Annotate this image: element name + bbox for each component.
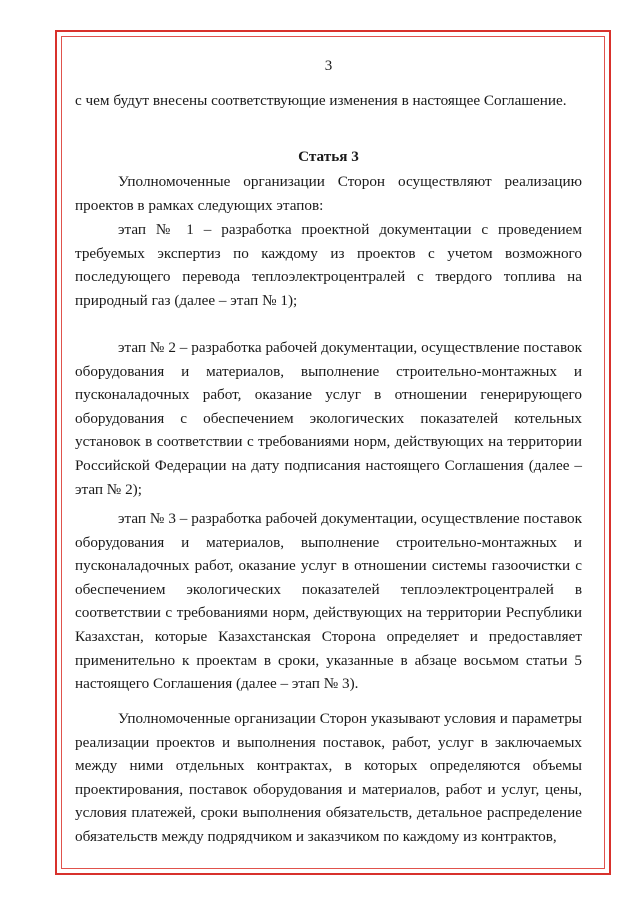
article-title: Статья 3 [298,148,359,165]
paragraph-stage-1: этап № 1 – разработка проектной документации с проведением требуемых экспертиз по каждому из проектов с учетом возможного последующего перевода теплоэлектроцентралей с твердого топлива на природный газ (далее – этап № 1); [75,221,582,309]
paragraph-intro: Уполномоченные организации Сторон осуществляют реализацию проектов в рамках следующих этапов: [75,173,582,214]
page-number: 3 [324,58,333,74]
continuation-line: с чем будут внесены соответствующие изменения в настоящее Соглашение. [75,92,567,109]
paragraph-stage-3: этап № 3 – разработка рабочей документации, осуществление поставок оборудования и материалов, выполнение строительно-монтажных и пусконаладочных работ, оказание услуг в отношении системы газоочистки с обеспечением экологических показателей теплоэлектроцентралей в соответствии с требованиями норм, действующих на территории Республики Казахстан, которые Казахстанская Сторона определяет и предоставляет применительно к проектам в сроки, указанные в абзаце восьмом статьи 5 настоящего Соглашения (далее – этап № 3). [75,510,582,693]
paragraph-contracts: Уполномоченные организации Сторон указывают условия и параметры реализации проектов и выполнения поставок, работ, услуг в заключаемых между ними отдельных контрактах, в которых определяются объемы проектирования, поставок оборудования и материалов, работ и услуг, цены, условия платежей, сроки выполнения обязательств, детальное распределение обязательств между подрядчиком и заказчиком по каждому из контрактов, [75,710,582,845]
paragraph-stage-2: этап № 2 – разработка рабочей документации, осуществление поставок оборудования и материалов, выполнение строительно-монтажных и пусконаладочных работ, оказание услуг в отношении генерирующего оборудования с обеспечением экологических показателей котельных установок в соответствии с требованиями норм, действующих на территории Российской Федерации на дату подписания настоящего Соглашения (далее – этап № 2); [75,339,582,498]
